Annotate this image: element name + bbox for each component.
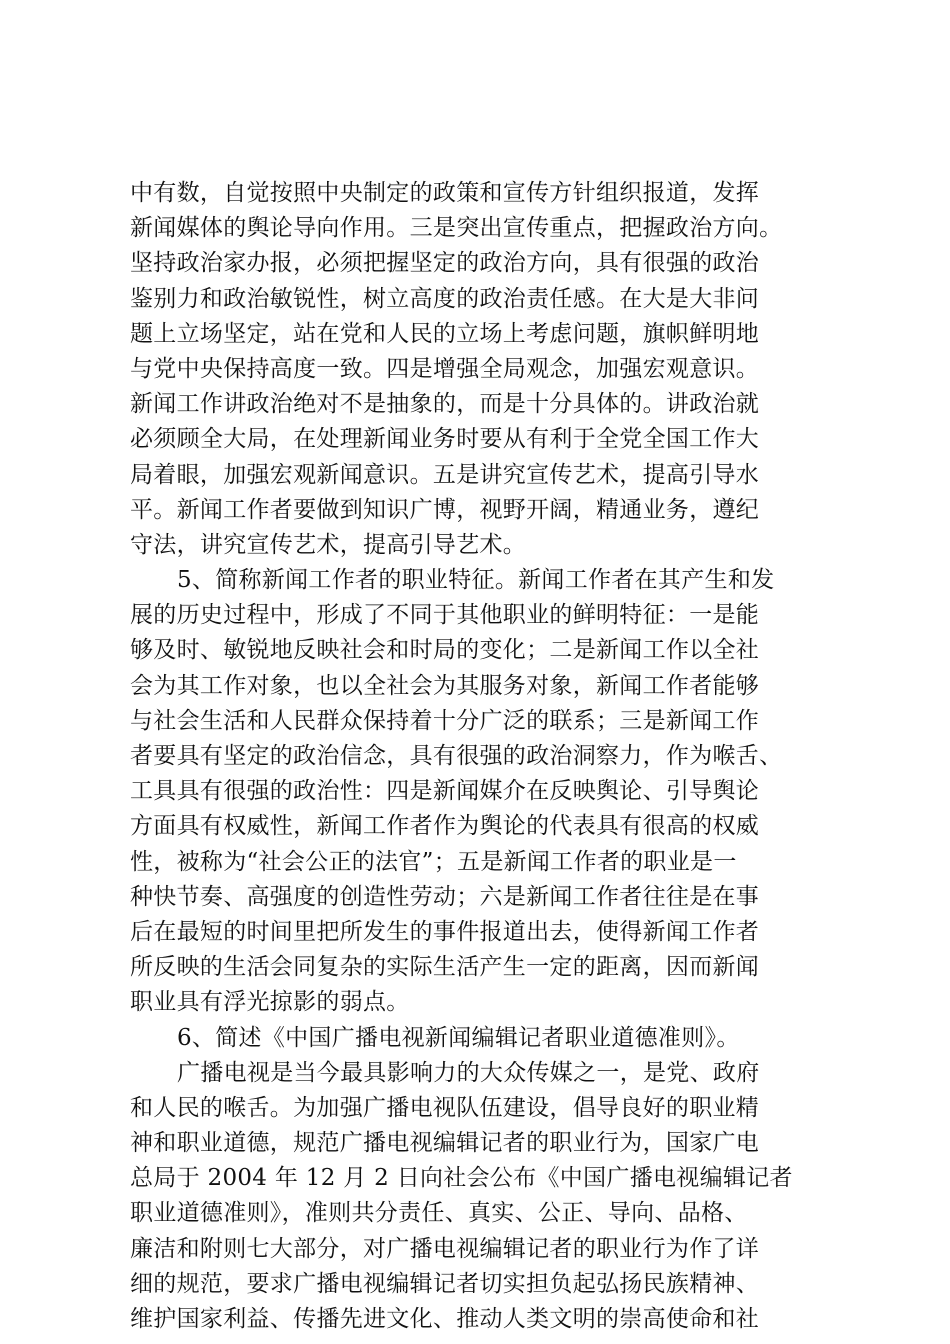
- text-line: 坚持政治家办报，必须把握坚定的政治方向，具有很强的政治: [130, 250, 760, 277]
- text-line: 局着眼，加强宏观新闻意识。五是讲究宣传艺术，提高引导水: [130, 461, 760, 488]
- text-line: 平。新闻工作者要做到知识广博，视野开阔，精通业务，遵纪: [130, 496, 760, 523]
- text-line: 新闻媒体的舆论导向作用。三是突出宣传重点，把握政治方向。: [130, 215, 783, 242]
- text-line: 职业道德准则》，准则共分责任、真实、公正、导向、品格、: [130, 1200, 748, 1227]
- text-line: 必须顾全大局，在处理新闻业务时要从有利于全党全国工作大: [130, 426, 760, 453]
- text-line: 方面具有权威性，新闻工作者作为舆论的代表具有很高的权威: [130, 813, 760, 840]
- text-line: 展的历史过程中，形成了不同于其他职业的鲜明特征：一是能: [130, 602, 760, 629]
- text-line: 后在最短的时间里把所发生的事件报道出去，使得新闻工作者: [130, 918, 760, 945]
- text-line: 广播电视是当今最具影响力的大众传媒之一，是党、政府: [177, 1059, 760, 1086]
- text-line: 与社会生活和人民群众保持着十分广泛的联系；三是新闻工作: [130, 707, 760, 734]
- text-line: 维护国家利益、传播先进文化、推动人类文明的崇高使命和社: [130, 1306, 760, 1332]
- text-line: 5、简称新闻工作者的职业特征。新闻工作者在其产生和发: [177, 567, 775, 594]
- text-line: 与党中央保持高度一致。四是增强全局观念，加强宏观意识。: [130, 355, 760, 382]
- text-line: 会为其工作对象，也以全社会为其服务对象，新闻工作者能够: [130, 672, 760, 699]
- text-line: 种快节奏、高强度的创造性劳动；六是新闻工作者往往是在事: [130, 883, 760, 910]
- body-text: [130, 176, 830, 1337]
- text-line: 6、简述《中国广播电视新闻编辑记者职业道德准则》。: [177, 1024, 740, 1051]
- text-line: 够及时、敏锐地反映社会和时局的变化；二是新闻工作以全社: [130, 637, 760, 664]
- text-line: 和人民的喉舌。为加强广播电视队伍建设，倡导良好的职业精: [130, 1094, 760, 1121]
- text-line: 工具具有很强的政治性：四是新闻媒介在反映舆论、引导舆论: [130, 778, 760, 805]
- text-line: 守法，讲究宣传艺术，提高引导艺术。: [130, 531, 527, 558]
- text-line: 细的规范，要求广播电视编辑记者切实担负起弘扬民族精神、: [130, 1270, 760, 1297]
- text-line: 题上立场坚定，站在党和人民的立场上考虑问题，旗帜鲜明地: [130, 320, 760, 347]
- text-line: 所反映的生活会同复杂的实际生活产生一定的距离，因而新闻: [130, 954, 760, 981]
- text-line: 职业具有浮光掠影的弱点。: [130, 989, 410, 1016]
- text-line: 新闻工作讲政治绝对不是抽象的，而是十分具体的。讲政治就: [130, 391, 760, 418]
- text-line: 者要具有坚定的政治信念，具有很强的政治洞察力，作为喉舌、: [130, 743, 783, 769]
- text-line: 廉洁和附则七大部分，对广播电视编辑记者的职业行为作了详: [130, 1235, 760, 1262]
- text-line: 中有数，自觉按照中央制定的政策和宣传方针组织报道，发挥: [130, 180, 760, 206]
- text-line: 神和职业道德，规范广播电视编辑记者的职业行为，国家广电: [130, 1130, 760, 1157]
- text-line: 总局于 2004 年 12 月 2 日向社会公布《中国广播电视编辑记者: [130, 1165, 793, 1192]
- text-line: 鉴别力和政治敏锐性，树立高度的政治责任感。在大是大非问: [130, 285, 760, 312]
- text-line: 性，被称为“社会公正的法官”；五是新闻工作者的职业是一: [130, 848, 737, 875]
